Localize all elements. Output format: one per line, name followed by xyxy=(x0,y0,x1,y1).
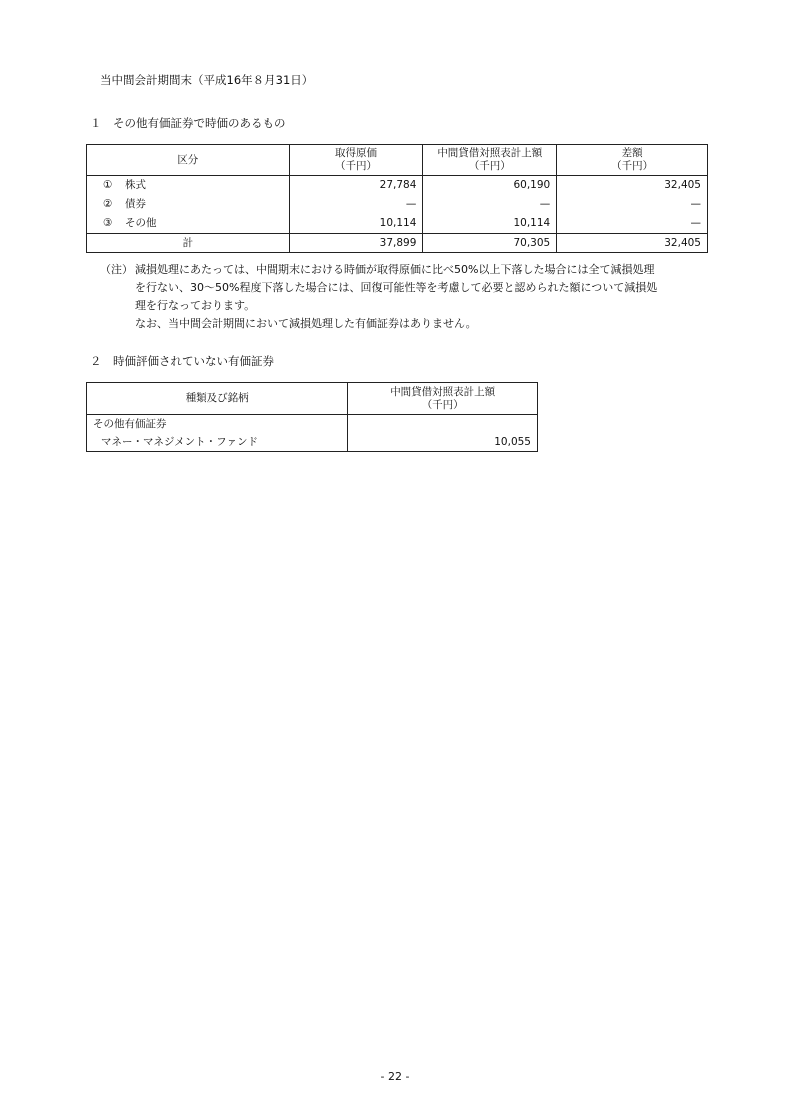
total-difference: 32,405 xyxy=(557,234,708,253)
table-row-group xyxy=(87,415,538,434)
header-cost-line2: （千円） xyxy=(335,160,378,172)
row-category xyxy=(87,214,290,234)
header-book-value xyxy=(423,145,557,176)
row-mark: ② xyxy=(103,198,113,210)
total-book-value: 70,305 xyxy=(423,234,557,253)
group-value-empty xyxy=(348,415,538,434)
table-row-total xyxy=(87,234,708,253)
row-difference: 32,405 xyxy=(557,176,708,196)
header-diff-line1: 差額 xyxy=(621,147,643,159)
header-book-line1: 中間貸借対照表計上額 xyxy=(437,147,543,159)
table-row-stocks xyxy=(87,176,708,196)
listed-securities-table xyxy=(86,144,708,253)
page-number: - 22 - xyxy=(380,1070,410,1083)
row-category xyxy=(87,176,290,196)
header-book-value xyxy=(348,383,538,415)
table2-header-row xyxy=(87,383,538,415)
header-diff-line2: （千円） xyxy=(611,160,654,172)
table-row-other xyxy=(87,214,708,234)
item-value: 10,055 xyxy=(348,433,538,452)
row-difference: — xyxy=(557,195,708,214)
table-row-mmf xyxy=(87,433,538,452)
note-label: （注） xyxy=(100,263,133,276)
unlisted-securities-table xyxy=(86,382,538,452)
row-name: 債券 xyxy=(125,198,146,210)
table-row-bonds xyxy=(87,195,708,214)
header-type-label: 種類及び銘柄 xyxy=(185,392,249,404)
note-line-2: を行ない、30～50%程度下落した場合には、回復可能性等を考慮して必要と認められた額について減損処 xyxy=(135,281,658,294)
row-book-value: — xyxy=(423,195,557,214)
header-cost xyxy=(289,145,423,176)
header-book-line2: （千円） xyxy=(468,160,511,172)
table1-header-row xyxy=(87,145,708,176)
header-difference xyxy=(557,145,708,176)
header-book-line1: 中間貸借対照表計上額 xyxy=(390,385,496,398)
section2-heading: ２ 時価評価されていない有価証券 xyxy=(90,354,274,368)
total-label: 計 xyxy=(87,234,290,253)
row-book-value: 60,190 xyxy=(423,176,557,196)
row-name: 株式 xyxy=(125,179,146,191)
header-type-and-name xyxy=(87,383,348,415)
row-mark: ③ xyxy=(103,217,113,229)
header-category-label: 区分 xyxy=(177,153,199,166)
note-lines xyxy=(135,261,657,333)
row-cost: — xyxy=(289,195,423,214)
note-line-1: 減損処理にあたっては、中間期末における時価が取得原価に比べ50%以上下落した場合には全て減損処理 xyxy=(135,263,655,276)
group-label: その他有価証券 xyxy=(87,415,348,434)
row-category xyxy=(87,195,290,214)
row-mark: ① xyxy=(103,179,113,191)
section1-heading: １ その他有価証券で時価のあるもの xyxy=(90,116,286,130)
note-line-3: 理を行なっております。 xyxy=(135,299,256,312)
row-book-value: 10,114 xyxy=(423,214,557,234)
total-cost: 37,899 xyxy=(289,234,423,253)
item-name: マネー・マネジメント・ファンド xyxy=(87,433,348,452)
header-book-line2: （千円） xyxy=(421,398,464,411)
row-cost: 10,114 xyxy=(289,214,423,234)
header-category xyxy=(87,145,290,176)
note-line-4: なお、当中間会計期間において減損処理した有価証券はありません。 xyxy=(135,317,477,330)
header-cost-line1: 取得原価 xyxy=(335,147,378,159)
row-cost: 27,784 xyxy=(289,176,423,196)
row-name: その他 xyxy=(125,217,157,229)
period-header: 当中間会計期間末（平成16年８月31日） xyxy=(100,73,314,87)
row-difference: — xyxy=(557,214,708,234)
